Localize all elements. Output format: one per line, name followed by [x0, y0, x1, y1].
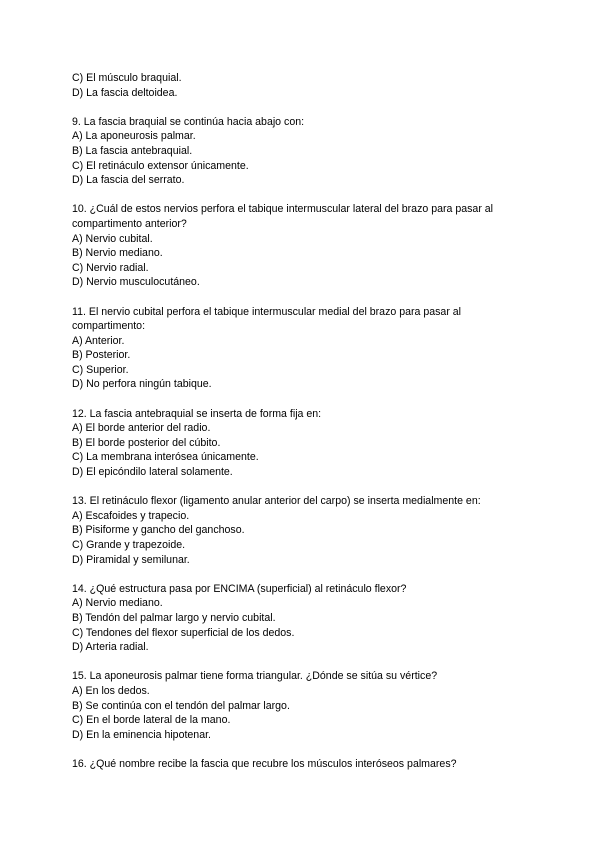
question-11: [72, 305, 532, 393]
option: A) Escafoides y trapecio.: [72, 509, 190, 522]
carryover-options: [72, 71, 532, 100]
question-text: 12. La fascia antebraquial se inserta de forma fija en:: [72, 407, 322, 420]
option: D) No perfora ningún tabique.: [72, 378, 212, 391]
question-text: 14. ¿Qué estructura pasa por ENCIMA (superficial) al retináculo flexor?: [72, 582, 407, 595]
option-list: [72, 684, 532, 742]
option: A) En los dedos.: [72, 684, 150, 697]
option-list: [72, 334, 532, 392]
question-16: [72, 757, 532, 772]
option: C) Tendones del flexor superficial de los dedos.: [72, 626, 295, 639]
option: B) Posterior.: [72, 349, 131, 362]
question-text: 16. ¿Qué nombre recibe la fascia que recubre los músculos interóseos palmares?: [72, 757, 457, 770]
option: D) La fascia del serrato.: [72, 174, 185, 187]
option: C) El retináculo extensor únicamente.: [72, 159, 249, 172]
option: B) Nervio mediano.: [72, 247, 163, 260]
option-list: [72, 509, 532, 567]
question-text: 11. El nervio cubital perfora el tabique intermuscular medial del brazo para pasar al compartimento:: [72, 305, 462, 333]
option: A) La aponeurosis palmar.: [72, 130, 196, 143]
question-text: 9. La fascia braquial se continúa hacia abajo con:: [72, 115, 305, 128]
option: D) El epicóndilo lateral solamente.: [72, 466, 233, 479]
question-15: [72, 669, 532, 742]
question-14: [72, 582, 532, 655]
question-text: 13. El retináculo flexor (ligamento anular anterior del carpo) se inserta medialmente en:: [72, 495, 481, 508]
question-text: 15. La aponeurosis palmar tiene forma triangular. ¿Dónde se sitúa su vértice?: [72, 670, 438, 683]
option: C) En el borde lateral de la mano.: [72, 714, 231, 727]
option: B) Pisiforme y gancho del ganchoso.: [72, 524, 245, 537]
page-content: [72, 71, 532, 772]
option: D) Arteria radial.: [72, 641, 149, 654]
question-text: 10. ¿Cuál de estos nervios perfora el tabique intermuscular lateral del brazo para pasar al compartimento anterior?: [72, 203, 494, 230]
question-10: [72, 202, 532, 290]
option: C) La membrana interósea únicamente.: [72, 451, 259, 464]
option: D) Piramidal y semilunar.: [72, 553, 190, 566]
option: B) Tendón del palmar largo y nervio cubital.: [72, 611, 276, 624]
option: C) Superior.: [72, 363, 129, 376]
option: D) La fascia deltoidea.: [72, 86, 178, 99]
option-list: [72, 232, 532, 290]
option: B) Se continúa con el tendón del palmar largo.: [72, 699, 290, 712]
question-9: [72, 115, 532, 188]
option: A) Nervio mediano.: [72, 597, 163, 610]
option: B) El borde posterior del cúbito.: [72, 436, 221, 449]
option-list: [72, 129, 532, 187]
option-list: [72, 596, 532, 654]
option: A) Nervio cubital.: [72, 232, 153, 245]
option-list: [72, 421, 532, 479]
option: A) El borde anterior del radio.: [72, 422, 211, 435]
option: B) La fascia antebraquial.: [72, 144, 193, 157]
option: C) Grande y trapezoide.: [72, 539, 186, 551]
option: C) Nervio radial.: [72, 261, 149, 274]
question-12: [72, 407, 532, 480]
option: D) En la eminencia hipotenar.: [72, 728, 211, 741]
option: A) Anterior.: [72, 334, 125, 347]
option: D) Nervio musculocutáneo.: [72, 276, 200, 289]
option: C) El músculo braquial.: [72, 72, 182, 84]
question-13: [72, 494, 532, 567]
